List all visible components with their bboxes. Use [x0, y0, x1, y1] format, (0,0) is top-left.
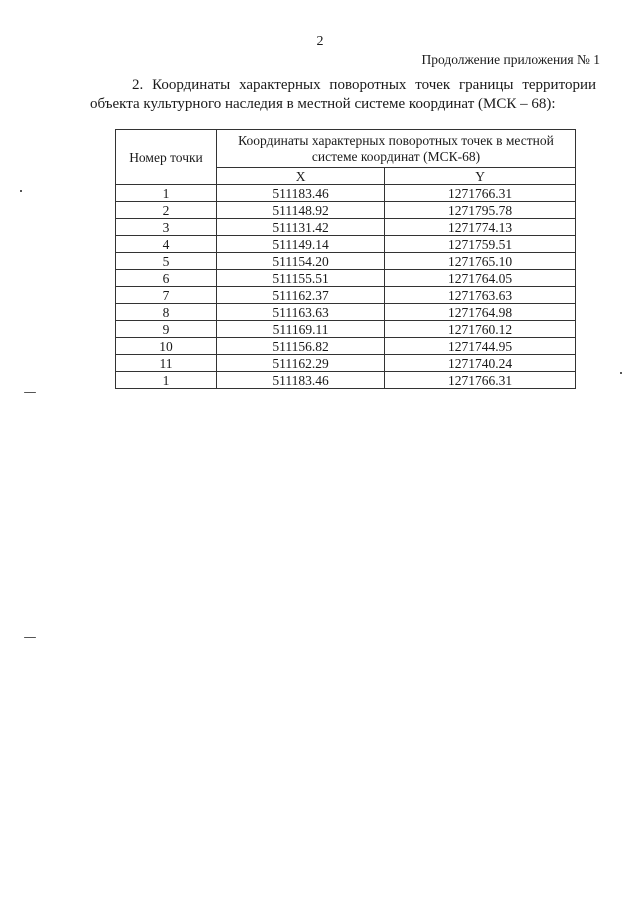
table-row [116, 202, 576, 219]
x-coordinate-cell: 511169.11 [217, 321, 385, 338]
page-number: 2 [316, 34, 324, 49]
x-coordinate-cell: 511183.46 [217, 372, 385, 389]
continuation-note: Продолжение приложения № 1 [421, 52, 600, 67]
table-row [116, 372, 576, 389]
point-number-header: Номер точки [116, 130, 217, 185]
x-coordinate-cell: 511154.20 [217, 253, 385, 270]
point-number-cell: 9 [116, 321, 217, 338]
x-coordinate-cell: 511155.51 [217, 270, 385, 287]
point-number-cell: 1 [116, 185, 217, 202]
coordinates-table [115, 129, 576, 389]
x-header: X [217, 168, 385, 185]
point-number-cell: 8 [116, 304, 217, 321]
table-row [116, 236, 576, 253]
y-coordinate-cell: 1271740.24 [385, 355, 576, 372]
point-number-cell: 2 [116, 202, 217, 219]
y-coordinate-cell: 1271766.31 [385, 372, 576, 389]
point-number-cell: 11 [116, 355, 217, 372]
table-row [116, 304, 576, 321]
scan-speck [20, 190, 22, 192]
table-row [116, 321, 576, 338]
x-coordinate-cell: 511148.92 [217, 202, 385, 219]
y-coordinate-cell: 1271763.63 [385, 287, 576, 304]
y-coordinate-cell: 1271795.78 [385, 202, 576, 219]
x-coordinate-cell: 511163.63 [217, 304, 385, 321]
y-header: Y [385, 168, 576, 185]
point-number-cell: 3 [116, 219, 217, 236]
x-coordinate-cell: 511162.29 [217, 355, 385, 372]
x-coordinate-cell: 511149.14 [217, 236, 385, 253]
intro-paragraph [90, 76, 596, 114]
point-number-cell: 6 [116, 270, 217, 287]
x-coordinate-cell: 511156.82 [217, 338, 385, 355]
scan-mark [24, 637, 36, 638]
y-coordinate-cell: 1271766.31 [385, 185, 576, 202]
scan-speck [620, 372, 622, 374]
point-number-cell: 4 [116, 236, 217, 253]
table-row [116, 185, 576, 202]
table-row [116, 355, 576, 372]
x-coordinate-cell: 511183.46 [217, 185, 385, 202]
intro-line-2: объекта культурного наследия в местной системе координат (МСК – 68): [90, 96, 556, 112]
table-row [116, 287, 576, 304]
coordinates-group-header: Координаты характерных поворотных точек в местной системе координат (МСК-68) [217, 130, 576, 168]
intro-line-1: 2. Координаты характерных поворотных точек границы территории [132, 77, 596, 93]
y-coordinate-cell: 1271759.51 [385, 236, 576, 253]
point-number-cell: 1 [116, 372, 217, 389]
y-coordinate-cell: 1271760.12 [385, 321, 576, 338]
point-number-cell: 10 [116, 338, 217, 355]
table-row [116, 253, 576, 270]
table-row [116, 219, 576, 236]
scan-mark [24, 392, 36, 393]
y-coordinate-cell: 1271764.05 [385, 270, 576, 287]
point-number-cell: 7 [116, 287, 217, 304]
x-coordinate-cell: 511162.37 [217, 287, 385, 304]
y-coordinate-cell: 1271744.95 [385, 338, 576, 355]
table-header [116, 130, 576, 185]
table-body [116, 185, 576, 389]
y-coordinate-cell: 1271764.98 [385, 304, 576, 321]
y-coordinate-cell: 1271774.13 [385, 219, 576, 236]
x-coordinate-cell: 511131.42 [217, 219, 385, 236]
point-number-cell: 5 [116, 253, 217, 270]
table-row [116, 270, 576, 287]
table-row [116, 338, 576, 355]
y-coordinate-cell: 1271765.10 [385, 253, 576, 270]
